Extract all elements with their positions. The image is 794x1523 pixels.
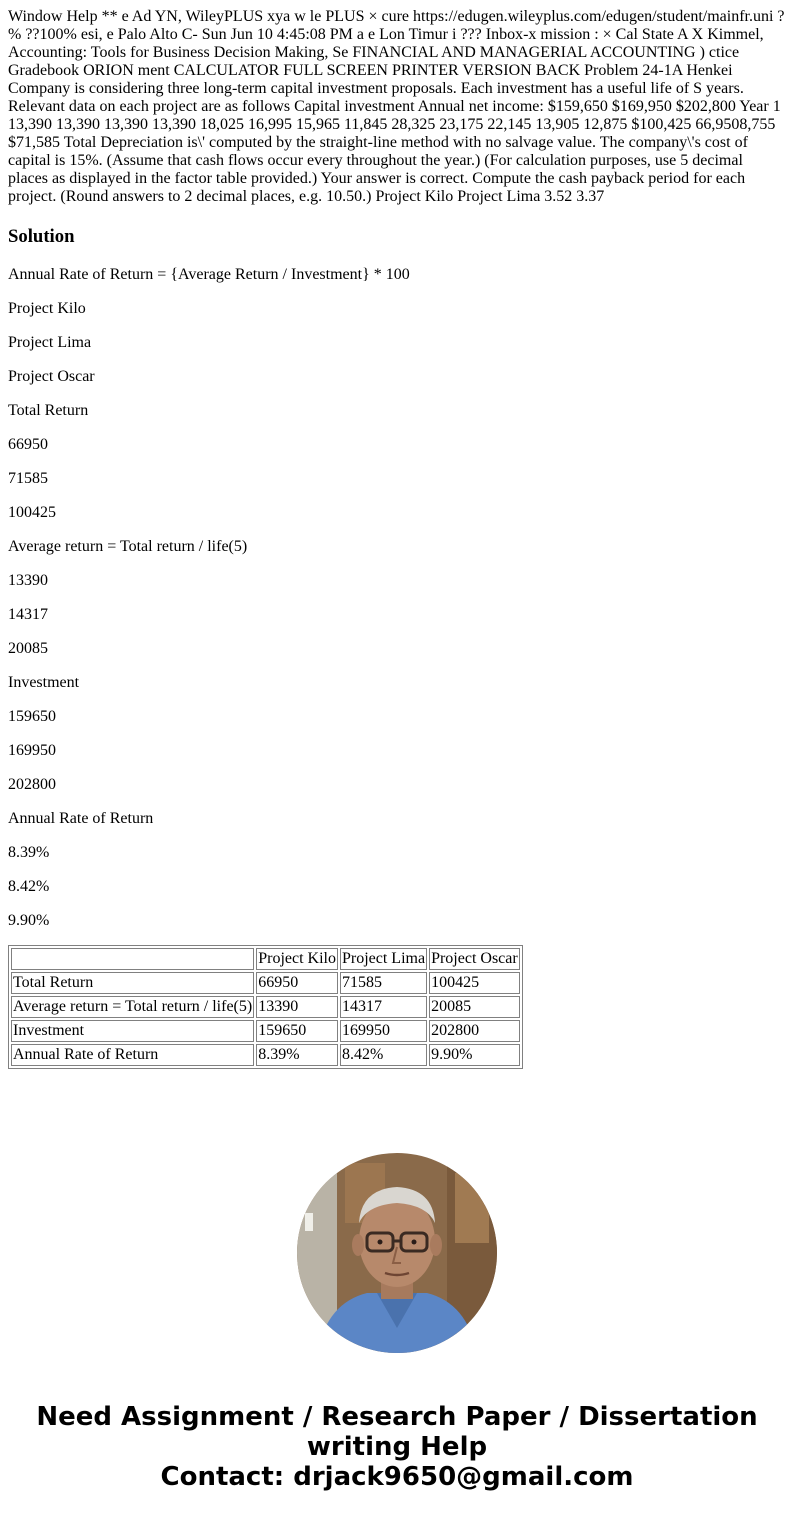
table-cell: 100425 [429,972,520,994]
table-cell: 71585 [340,972,427,994]
solution-line: 9.90% [8,912,50,929]
solution-line: Investment [8,674,80,691]
solution-line: 66950 [8,436,48,453]
question-text: Window Help ** e Ad YN, WileyPLUS xya w le PLUS × cure https://edugen.wileyplus.com/edugen/student/mainfr.uni ?% ??100% esi, e Palo Alto C- Sun Jun 10 4:45:08 PM a e Lon Timur i ??? Inbox-x mission : × Cal State A X Kimmel, Accounting: Tools for Business Decision Making, Se FINANCIAL AND MANAGERIAL ACCOUNTING ) ctice Gradebook ORION ment CALCULATOR FULL SCREEN PRINTER VERSION BACK Problem 24-1A Henkei Company is considering three long-term capital investment proposals. Each investment has a useful life of S years. Relevant data on each project are as follows Capital investment Annual net income: $159,650 $169,950 $202,800 Year 1 13,390 13,390 13,390 13,390 18,025 16,995 15,965 11,845 28,325 23,175 22,145 13,905 12,875 $100,425 66,9508,755 $71,585 Total Depreciation is\' computed by the straight-line method with no salvage value. The company\'s cost of capital is 15%. (Assume that cash flows occur every throughout the year.) (For calculation purposes, use 5 decimal places as displayed in the factor table provided.) Your answer is correct. Compute the cash payback period for each project. (Round answers to 2 decimal places, e.g. 10.50.) Project Kilo Project Lima 3.52 3.37 [8,8,785,205]
rate-of-return-table [8,945,523,1069]
solution-line: 100425 [8,504,56,521]
table-cell: 8.42% [340,1044,427,1066]
solution-line: Average return = Total return / life(5) [8,538,248,555]
footer-ad [0,1402,794,1492]
footer-contact: Contact: drjack9650@gmail.com [160,1462,634,1492]
solution-line: 202800 [8,776,56,793]
table-cell: 9.90% [429,1044,520,1066]
table-cell: 169950 [340,1020,427,1042]
table-cell: 13390 [256,996,338,1018]
solution-line: 8.39% [8,844,50,861]
footer-line: writing Help [306,1432,488,1462]
tutor-avatar [297,1153,497,1353]
table-cell: Annual Rate of Return [11,1044,254,1066]
solution-line: 169950 [8,742,56,759]
solution-line: 8.42% [8,878,50,895]
table-cell: Investment [11,1020,254,1042]
solution-line: 13390 [8,572,48,589]
solution-line: Project Lima [8,334,92,351]
table-cell: 8.39% [256,1044,338,1066]
solution-line: 159650 [8,708,56,725]
tutor-photo-icon [297,1153,497,1353]
table-cell: Average return = Total return / life(5) [11,996,254,1018]
table-header-row [11,948,520,970]
table-row [11,972,520,994]
table-header-cell: Project Oscar [429,948,520,970]
solution-line: 14317 [8,606,48,623]
table-header-cell [11,948,254,970]
solution-line: Annual Rate of Return [8,810,154,827]
table-row [11,996,520,1018]
table-cell: 20085 [429,996,520,1018]
table-cell: 14317 [340,996,427,1018]
table-cell: 202800 [429,1020,520,1042]
table-row [11,1044,520,1066]
solution-heading: Solution [8,226,75,247]
table-row [11,1020,520,1042]
table-cell: Total Return [11,972,254,994]
solution-line: Total Return [8,402,89,419]
footer-line: Need Assignment / Research Paper / Dissertation [36,1402,758,1432]
solution-line: Project Kilo [8,300,86,317]
solution-line: Project Oscar [8,368,95,385]
solution-line: 71585 [8,470,48,487]
formula-line: Annual Rate of Return = {Average Return / Investment} * 100 [8,266,410,283]
solution-line: 20085 [8,640,48,657]
table-header-cell: Project Kilo [256,948,338,970]
table-cell: 159650 [256,1020,338,1042]
table-cell: 66950 [256,972,338,994]
table-header-cell: Project Lima [340,948,427,970]
